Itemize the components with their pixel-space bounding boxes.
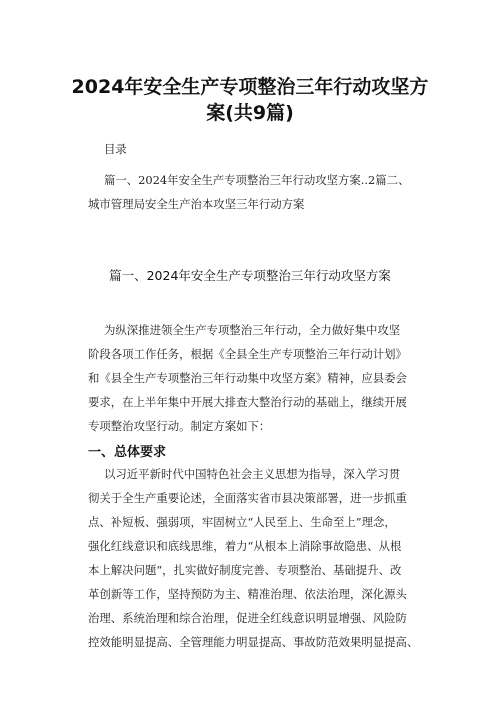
heading-general-requirements: 一、总体要求 <box>88 445 167 460</box>
body-line: 控效能明显提高、全管理能力明显提高、事故防范效果明显提高、 <box>88 635 419 649</box>
intro-line: 阶段各项工作任务，根据《全县全生产专项整治三年行动计划》 <box>88 347 407 361</box>
intro-line: 为纵深推进领全生产专项整治三年行动，全力做好集中攻坚 <box>104 323 401 337</box>
body-line: 彻关于全生产重要论述，全面落实省市县决策部署，进一步抓重 <box>88 491 407 505</box>
intro-line: 专项整治攻坚行动。制定方案如下： <box>88 419 271 433</box>
body-line: 本上解决问题“，扎实做好制度完善、专项整治、基础提升、改 <box>88 563 402 577</box>
body-line: 以习近平新时代中国特色社会主义思想为指导，深入学习贯 <box>104 467 401 481</box>
body-line: 治理、系统治理和综合治理，促进全红线意识明显增强、风险防 <box>88 611 407 625</box>
toc-entry-1[interactable]: 篇一、2024年安全生产专项整治三年行动攻坚方案..2篇二、 <box>104 173 410 187</box>
toc-entry-2[interactable]: 城市管理局安全生产治本攻坚三年行动方案 <box>88 197 305 211</box>
document-title-line-2: 案(共9篇) <box>206 102 294 124</box>
intro-line: 要求，在上半年集中开展大排查大整治行动的基础上，继续开展 <box>88 395 407 409</box>
toc-heading: 目录 <box>104 142 127 156</box>
document-title-line-1: 2024年安全生产专项整治三年行动攻坚方 <box>71 76 429 98</box>
body-line: 点、补短板、强弱项，牢固树立“人民至上、生命至上”理念， <box>88 515 396 529</box>
body-line: 革创新等工作，坚持预防为主、精准治理、依法治理，深化源头 <box>88 587 407 601</box>
intro-line: 和《县全生产专项整治三年行动集中攻坚方案》精神，应县委会 <box>88 371 407 385</box>
section-title: 篇一、2024年安全生产专项整治三年行动攻坚方案 <box>109 268 391 283</box>
body-line: 强化红线意识和底线思维，着力“从根本上消除事故隐患、从根 <box>88 539 402 553</box>
